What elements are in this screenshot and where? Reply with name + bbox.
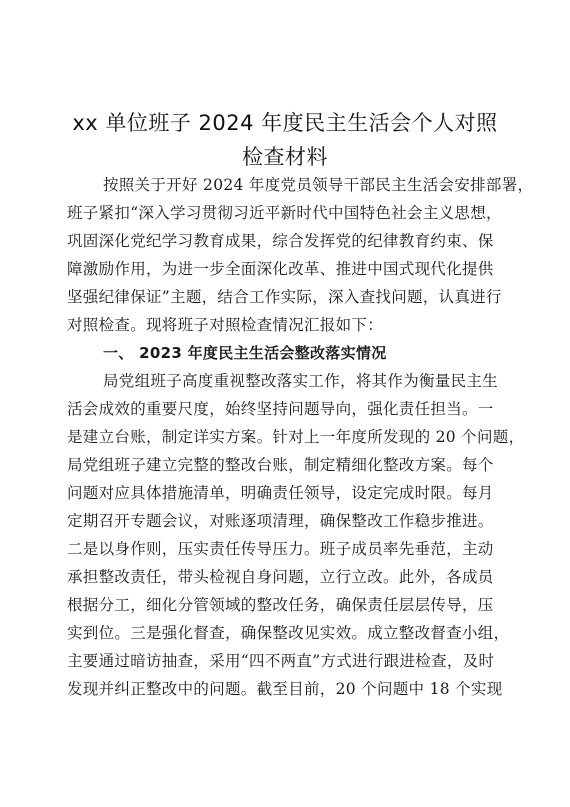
body-line: 主要通过暗访抽查，采用“四不两直”方式进行跟进检查，及时 <box>67 652 495 670</box>
intro-line: 坚强纪律保证”主题，结合工作实际，深入查找问题，认真进行 <box>67 288 502 306</box>
section-heading: 一、 2023 年度民主生活会整改落实情况 <box>103 344 387 362</box>
document-title-line-1: xx 单位班子 2024 年度民主生活会个人对照 <box>72 111 498 135</box>
body-line: 根据分工，细化分管领域的整改任务，确保责任层层传导，压 <box>67 596 494 614</box>
body-line: 局党组班子建立完整的整改台账，制定精细化整改方案。每个 <box>67 456 494 474</box>
body-line: 发现并纠正整改中的问题。截至目前，20 个问题中 18 个实现 <box>67 680 503 698</box>
body-line: 承担整改责任，带头检视自身问题，立行立改。此外，各成员 <box>67 568 494 586</box>
body-line: 活会成效的重要尺度，始终坚持问题导向，强化责任担当。一 <box>67 400 494 418</box>
body-line: 实到位。三是强化督查，确保整改见实效。成立整改督查小组， <box>67 624 510 642</box>
body-line: 是建立台账，制定详实方案。针对上一年度所发现的 20 个问题， <box>67 428 525 446</box>
body-line: 局党组班子高度重视整改落实工作，将其作为衡量民主生 <box>103 372 499 390</box>
intro-line: 巩固深化党纪学习教育成果，综合发挥党的纪律教育约束、保 <box>67 232 494 250</box>
document-title-line-2: 检查材料 <box>242 145 328 169</box>
intro-line: 按照关于开好 2024 年度党员领导干部民主生活会安排部署， <box>103 176 534 194</box>
body-line: 定期召开专题会议，对账逐项清理，确保整改工作稳步推进。 <box>67 512 494 530</box>
body-line: 问题对应具体措施清单，明确责任领导，设定完成时限。每月 <box>67 484 494 502</box>
intro-line: 班子紧扣“深入学习贯彻习近平新时代中国特色社会主义思想， <box>67 204 502 222</box>
intro-line: 障激励作用，为进一步全面深化改革、推进中国式现代化提供 <box>67 260 494 278</box>
intro-line: 对照检查。现将班子对照检查情况汇报如下： <box>67 316 384 334</box>
body-line: 二是以身作则，压实责任传导压力。班子成员率先垂范，主动 <box>67 540 494 558</box>
